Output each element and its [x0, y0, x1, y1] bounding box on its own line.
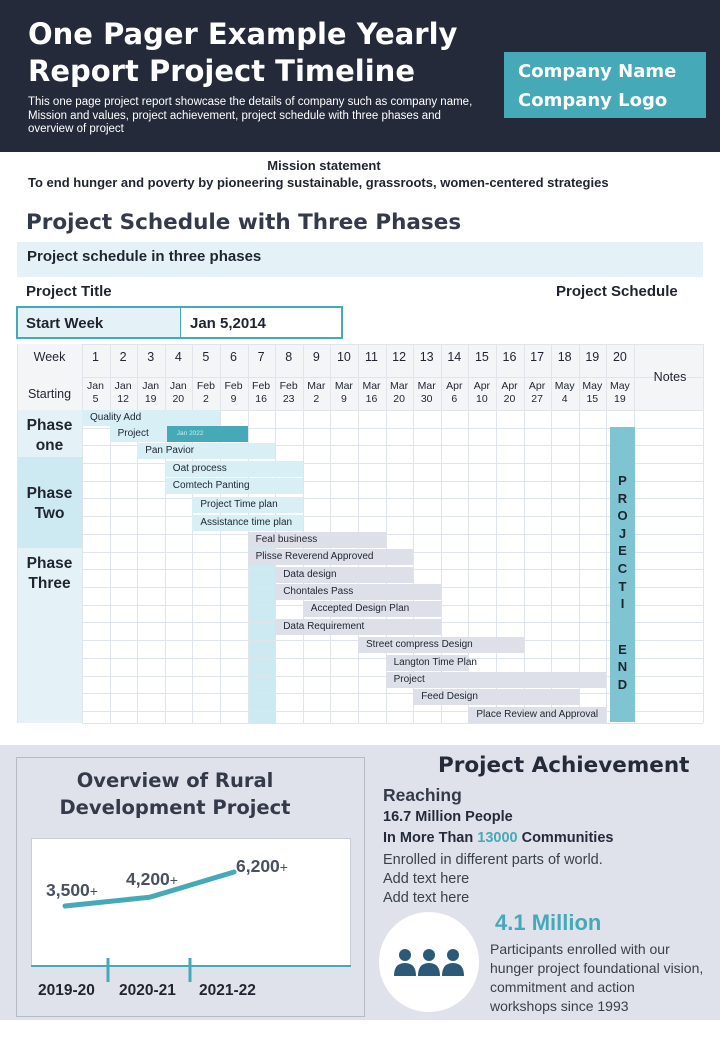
company-name: Company Name	[518, 61, 677, 82]
project-end-letter: I	[620, 596, 625, 612]
project-end-letter: N	[617, 659, 628, 675]
week-start-date: Apr 20	[501, 380, 518, 405]
task-label: Feed Design	[421, 691, 478, 702]
people-group-icon	[379, 912, 479, 1012]
task-bar	[468, 707, 606, 723]
overview-year-label: 2019-20	[38, 982, 95, 999]
week-start-date: Mar 9	[334, 380, 353, 405]
page-description: This one page project report showcase the details of company such as company name, Mission and values, project achievement, project schedule with three phases and overview of project	[28, 96, 473, 135]
grid-hline	[82, 344, 703, 345]
week-start-date: May 15	[582, 380, 603, 405]
task-label: Pan Pavior	[145, 445, 195, 456]
overview-data-label: 6,200+	[236, 856, 288, 876]
week-number: 18	[557, 350, 572, 364]
task-label: Street compress Design	[366, 639, 473, 650]
achievement-title: Project Achievement	[438, 753, 690, 778]
project-end-letter: E	[618, 543, 627, 559]
week-start-date: Jan 12	[114, 380, 132, 405]
week-number: 8	[285, 350, 293, 364]
task-label: Langton Time Plan	[393, 657, 477, 668]
overview-title: Overview of Rural Development Project	[59, 769, 291, 819]
task-bar	[248, 549, 414, 565]
task-label: Data design	[283, 569, 337, 580]
week-number: 2	[119, 350, 127, 364]
task-bar	[358, 637, 524, 653]
project-end-letter: D	[617, 677, 628, 692]
week-start-date: Jan 20	[169, 380, 187, 405]
schedule-title: Project Schedule with Three Phases	[26, 210, 462, 235]
task-bar	[275, 567, 413, 583]
phase-one-label: Phase one	[26, 417, 73, 454]
project-end-letter: P	[618, 473, 627, 488]
week-number: 4	[174, 350, 182, 364]
task-label: Feal business	[255, 534, 318, 545]
task-bar	[192, 497, 302, 513]
task-bar	[137, 443, 275, 459]
task-bar	[303, 601, 441, 617]
communities-suffix: Communities	[517, 830, 614, 846]
task-bar	[413, 689, 579, 705]
week-start-date: Mar 20	[390, 380, 409, 405]
communities-count: 13000	[477, 830, 518, 846]
participants-count: 4.1 Million	[495, 910, 602, 935]
task-bar	[275, 619, 441, 635]
task-bar	[165, 478, 303, 494]
project-end-marker	[610, 427, 635, 722]
task-bar	[192, 515, 302, 531]
week-row-label: Week	[33, 350, 66, 364]
company-logo-box	[504, 52, 706, 118]
start-week-value: Jan 5,2014	[190, 315, 266, 332]
overview-data-label: 3,500+	[46, 880, 98, 900]
task-label: Project	[393, 674, 425, 685]
week-number: 9	[312, 350, 320, 364]
company-logo-text: Company Logo	[518, 90, 668, 111]
week-number: 17	[530, 350, 545, 364]
header-banner	[0, 0, 720, 152]
week-start-date: Mar 16	[362, 380, 381, 405]
week-start-date: Apr 6	[446, 380, 463, 405]
week-number: 10	[336, 350, 351, 364]
week-start-date: Feb 2	[196, 380, 215, 405]
project-end-letter: R	[617, 490, 628, 506]
week-start-date: Mar 2	[307, 380, 326, 405]
start-week-box	[16, 306, 343, 339]
week-start-date: Feb 16	[252, 380, 271, 405]
phase-two-label: Phase Two	[26, 485, 73, 522]
mission-heading: Mission statement	[267, 158, 381, 173]
project-end-letter: O	[617, 508, 628, 524]
week-number: 5	[202, 350, 210, 364]
participants-circle	[379, 912, 479, 1012]
project-end-letter: E	[618, 641, 627, 657]
mission-text: To end hunger and poverty by pioneering sustainable, grassroots, women-centered strategies	[28, 175, 609, 190]
task-bar	[386, 672, 607, 688]
phase-three-label: Phase Three	[26, 555, 73, 592]
task-label: Comtech Panting	[172, 480, 250, 491]
task-label: Plisse Reverend Approved	[255, 551, 374, 562]
task-label: Oat process	[172, 463, 227, 474]
schedule-subtitle: Project schedule in three phases	[17, 242, 703, 277]
week-number: 13	[419, 350, 434, 364]
task-label: Quality Add	[90, 412, 142, 423]
achievement-communities	[383, 830, 613, 846]
project-title-label: Project Title	[26, 283, 112, 300]
week-number: 1	[92, 350, 99, 364]
overview-chart-area	[31, 838, 351, 966]
communities-prefix: In More Than	[383, 830, 478, 846]
task-bar	[110, 426, 248, 442]
task-label: Assistance time plan	[200, 517, 293, 528]
task-label: Chontales Pass	[283, 586, 354, 597]
task-bar	[275, 584, 441, 600]
notes-column-label: Notes	[653, 370, 687, 384]
grid-vline	[703, 344, 704, 723]
participants-description: Participants enrolled with our hunger project foundational vision, commitment and action workshops since 1993	[490, 941, 704, 1014]
project-schedule-label: Project Schedule	[556, 283, 678, 300]
achievement-add-text-1: Add text here	[383, 871, 470, 887]
overview-data-label: 4,200+	[126, 869, 178, 889]
week-start-date: Apr 27	[528, 380, 546, 405]
week-number: 15	[474, 350, 489, 364]
week-number: 16	[502, 350, 517, 364]
achievement-people: 16.7 Million People	[383, 809, 513, 825]
project-end-letter: T	[618, 578, 627, 594]
week-number: 19	[585, 350, 600, 364]
grid-hline	[82, 723, 703, 724]
week-start-date: Mar 30	[417, 380, 436, 405]
week-start-date: Apr 10	[473, 380, 491, 405]
week-start-date: May 4	[554, 380, 575, 405]
task-milestone: Jan 2022	[167, 426, 248, 442]
week-number: 6	[230, 350, 237, 364]
achievement-reaching: Reaching	[383, 785, 462, 805]
grid-hline	[82, 377, 703, 378]
week-number: 3	[147, 350, 155, 364]
task-bar	[386, 655, 477, 671]
week-start-date: Feb 9	[224, 380, 243, 405]
week-number: 20	[612, 350, 627, 364]
week-number: 11	[365, 350, 378, 364]
week-number: 7	[257, 350, 265, 364]
task-bar	[82, 410, 220, 426]
week-number: 14	[447, 350, 462, 364]
overview-year-label: 2021-22	[199, 982, 256, 999]
week-start-date: Feb 23	[279, 380, 298, 405]
task-bar	[165, 461, 303, 477]
week-start-date: May 19	[609, 380, 630, 405]
page-title: One Pager Example Yearly Report Project Timeline	[28, 17, 458, 88]
project-end-letter: J	[618, 525, 627, 541]
week-number: 12	[392, 350, 407, 364]
week-start-date: Jan 5	[87, 380, 104, 405]
achievement-add-text-2: Add text here	[383, 890, 470, 906]
task-label: Accepted Design Plan	[310, 603, 410, 614]
starting-row-label: Starting	[27, 387, 72, 401]
task-label: Data Requirement	[283, 621, 365, 632]
start-week-divider	[180, 308, 181, 337]
start-week-label: Start Week	[26, 315, 104, 332]
week-start-date: Jan 19	[142, 380, 160, 405]
task-label: Project Time plan	[200, 499, 278, 510]
task-label: Project	[117, 428, 149, 439]
task-bar	[248, 532, 386, 548]
overview-year-label: 2020-21	[119, 982, 176, 999]
achievement-enrolled: Enrolled in different parts of world.	[383, 852, 603, 868]
project-end-letter: C	[617, 561, 628, 576]
task-label: Place Review and Approval	[476, 709, 599, 720]
